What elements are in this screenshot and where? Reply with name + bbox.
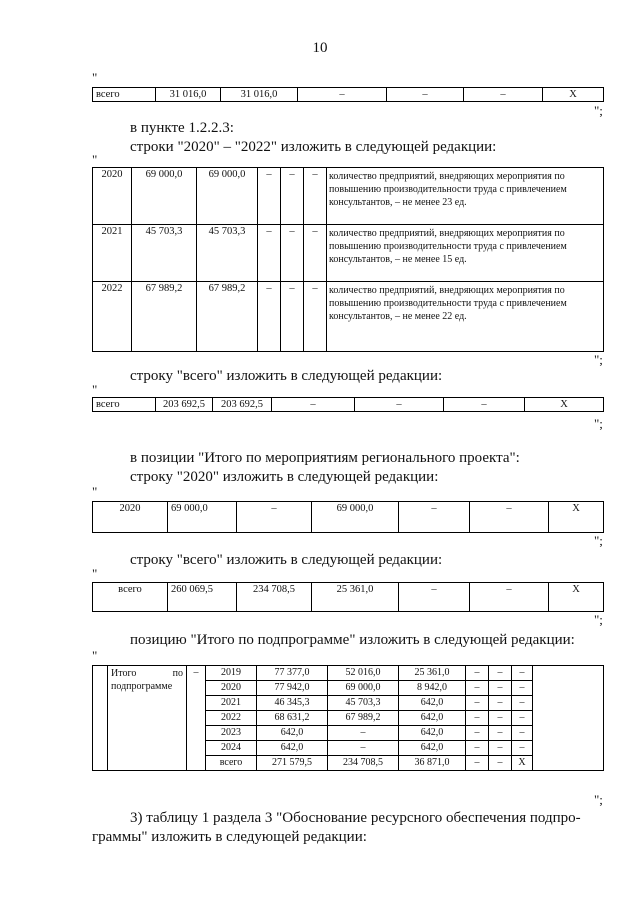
cell: 67 989,2: [197, 282, 258, 352]
table-vsego-2: [92, 397, 604, 412]
cell: –: [512, 696, 533, 711]
cell: –: [512, 726, 533, 741]
paragraph: позицию "Итого по подпрограмме" изложить в следующей редакции:: [130, 632, 575, 648]
cell: 642,0: [399, 711, 466, 726]
cell: 642,0: [399, 741, 466, 756]
quote-open: ": [92, 382, 98, 397]
cell: –: [470, 583, 549, 612]
cell: 260 069,5: [168, 583, 237, 612]
cell: 234 708,5: [237, 583, 312, 612]
cell: –: [466, 666, 489, 681]
paragraph: строку "всего" изложить в следующей редакции:: [130, 552, 443, 568]
cell: –: [512, 666, 533, 681]
paragraph: 3) таблицу 1 раздела 3 "Обоснование ресурсного обеспечения подпро-: [130, 810, 581, 826]
table-vsego-3: [92, 582, 604, 612]
page-number: 10: [312, 40, 328, 56]
cell: 77 377,0: [257, 666, 328, 681]
cell-year: 2020: [93, 168, 132, 225]
cell: всего: [93, 88, 156, 102]
paragraph: в пункте 1.2.2.3:: [130, 120, 234, 136]
table-row: [93, 282, 604, 352]
cell-description: количество предприятий, внедряющих мероприятия по повышению производительности труда с привлечением консультантов, – не менее 15 ед.: [327, 225, 604, 282]
cell: –: [237, 502, 312, 533]
quote-close: ";: [594, 612, 603, 627]
cell: 2020: [206, 681, 257, 696]
quote-close: ";: [594, 103, 603, 118]
cell: –: [399, 583, 470, 612]
quote-open: ": [92, 484, 98, 499]
cell: –: [489, 726, 512, 741]
cell: 642,0: [399, 726, 466, 741]
cell: 67 989,2: [132, 282, 197, 352]
cell: –: [399, 502, 470, 533]
cell: –: [466, 756, 489, 771]
table-2020: [92, 501, 604, 533]
itogo-word: по: [172, 668, 183, 679]
quote-close: ";: [594, 352, 603, 367]
paragraph: строку "всего" изложить в следующей редакции:: [130, 368, 443, 384]
cell: 45 703,3: [197, 225, 258, 282]
cell: 271 579,5: [257, 756, 328, 771]
cell: 68 631,2: [257, 711, 328, 726]
cell: –: [466, 696, 489, 711]
cell: –: [489, 741, 512, 756]
table-itogo-subprogram: [92, 665, 604, 771]
cell: X: [543, 88, 604, 102]
cell-year: 2022: [93, 282, 132, 352]
cell: всего: [93, 398, 156, 412]
cell: –: [328, 741, 399, 756]
cell: –: [489, 666, 512, 681]
cell: –: [281, 282, 304, 352]
cell: –: [258, 282, 281, 352]
cell: –: [489, 756, 512, 771]
cell: –: [328, 726, 399, 741]
cell: –: [489, 711, 512, 726]
cell: 2024: [206, 741, 257, 756]
cell: –: [281, 168, 304, 225]
paragraph: граммы" изложить в следующей редакции:: [92, 829, 367, 845]
cell: –: [298, 88, 387, 102]
quote-close: ";: [594, 792, 603, 807]
quote-open: ": [92, 648, 98, 663]
cell: X: [512, 756, 533, 771]
quote-open: ": [92, 566, 98, 581]
cell: –: [466, 711, 489, 726]
cell: 203 692,5: [213, 398, 272, 412]
cell: –: [387, 88, 464, 102]
paragraph: строки "2020" – "2022" изложить в следующей редакции:: [130, 139, 497, 155]
table-row: [93, 168, 604, 225]
quote-open: ": [92, 70, 98, 85]
itogo-word: подпрограмме: [111, 681, 173, 692]
cell: –: [466, 726, 489, 741]
cell: 69 000,0: [197, 168, 258, 225]
cell: 46 345,3: [257, 696, 328, 711]
cell: 77 942,0: [257, 681, 328, 696]
cell: 69 000,0: [132, 168, 197, 225]
cell: всего: [206, 756, 257, 771]
cell: –: [512, 741, 533, 756]
cell-description: количество предприятий, внедряющих мероприятия по повышению производительности труда с привлечением консультантов, – не менее 22 ед.: [327, 282, 604, 352]
cell: 31 016,0: [156, 88, 221, 102]
cell-year: 2021: [93, 225, 132, 282]
itogo-word: Итого: [111, 668, 137, 679]
cell: 69 000,0: [312, 502, 399, 533]
cell: 2021: [206, 696, 257, 711]
paragraph: строку "2020" изложить в следующей редакции:: [130, 469, 439, 485]
cell: 36 871,0: [399, 756, 466, 771]
cell: 31 016,0: [221, 88, 298, 102]
cell-empty: [93, 666, 108, 771]
cell: –: [355, 398, 444, 412]
cell-description: количество предприятий, внедряющих мероприятия по повышению производительности труда с привлечением консультантов, – не менее 23 ед.: [327, 168, 604, 225]
cell: –: [489, 696, 512, 711]
cell: 25 361,0: [312, 583, 399, 612]
cell-label: [108, 666, 187, 771]
cell: –: [512, 711, 533, 726]
cell-empty: [533, 666, 604, 771]
cell: 2019: [206, 666, 257, 681]
table-row: [93, 225, 604, 282]
cell: 69 000,0: [168, 502, 237, 533]
paragraph: в позиции "Итого по мероприятиям регионального проекта":: [130, 450, 520, 466]
cell: 2020: [93, 502, 168, 533]
quote-close: ";: [594, 533, 603, 548]
cell: 2022: [206, 711, 257, 726]
table-row: [93, 666, 604, 681]
cell: X: [549, 502, 604, 533]
cell: –: [489, 681, 512, 696]
cell: 45 703,3: [132, 225, 197, 282]
cell: –: [258, 168, 281, 225]
cell: X: [525, 398, 604, 412]
quote-close: ";: [594, 416, 603, 431]
table-vsego-1: [92, 87, 604, 102]
cell: –: [512, 681, 533, 696]
table-measures: [92, 167, 604, 352]
cell: 2023: [206, 726, 257, 741]
cell: –: [466, 741, 489, 756]
cell: –: [304, 168, 327, 225]
cell: –: [272, 398, 355, 412]
cell: –: [304, 225, 327, 282]
cell: –: [464, 88, 543, 102]
cell: –: [466, 681, 489, 696]
cell: 642,0: [399, 696, 466, 711]
cell: 642,0: [257, 726, 328, 741]
cell: X: [549, 583, 604, 612]
cell: 203 692,5: [156, 398, 213, 412]
cell: –: [258, 225, 281, 282]
cell: 8 942,0: [399, 681, 466, 696]
cell: 25 361,0: [399, 666, 466, 681]
cell: 642,0: [257, 741, 328, 756]
cell: 45 703,3: [328, 696, 399, 711]
cell: 52 016,0: [328, 666, 399, 681]
cell: всего: [93, 583, 168, 612]
cell: –: [444, 398, 525, 412]
quote-open: ": [92, 152, 98, 167]
cell: –: [281, 225, 304, 282]
cell: –: [470, 502, 549, 533]
cell: –: [187, 666, 206, 771]
cell: 67 989,2: [328, 711, 399, 726]
cell: –: [304, 282, 327, 352]
cell: 69 000,0: [328, 681, 399, 696]
cell: 234 708,5: [328, 756, 399, 771]
